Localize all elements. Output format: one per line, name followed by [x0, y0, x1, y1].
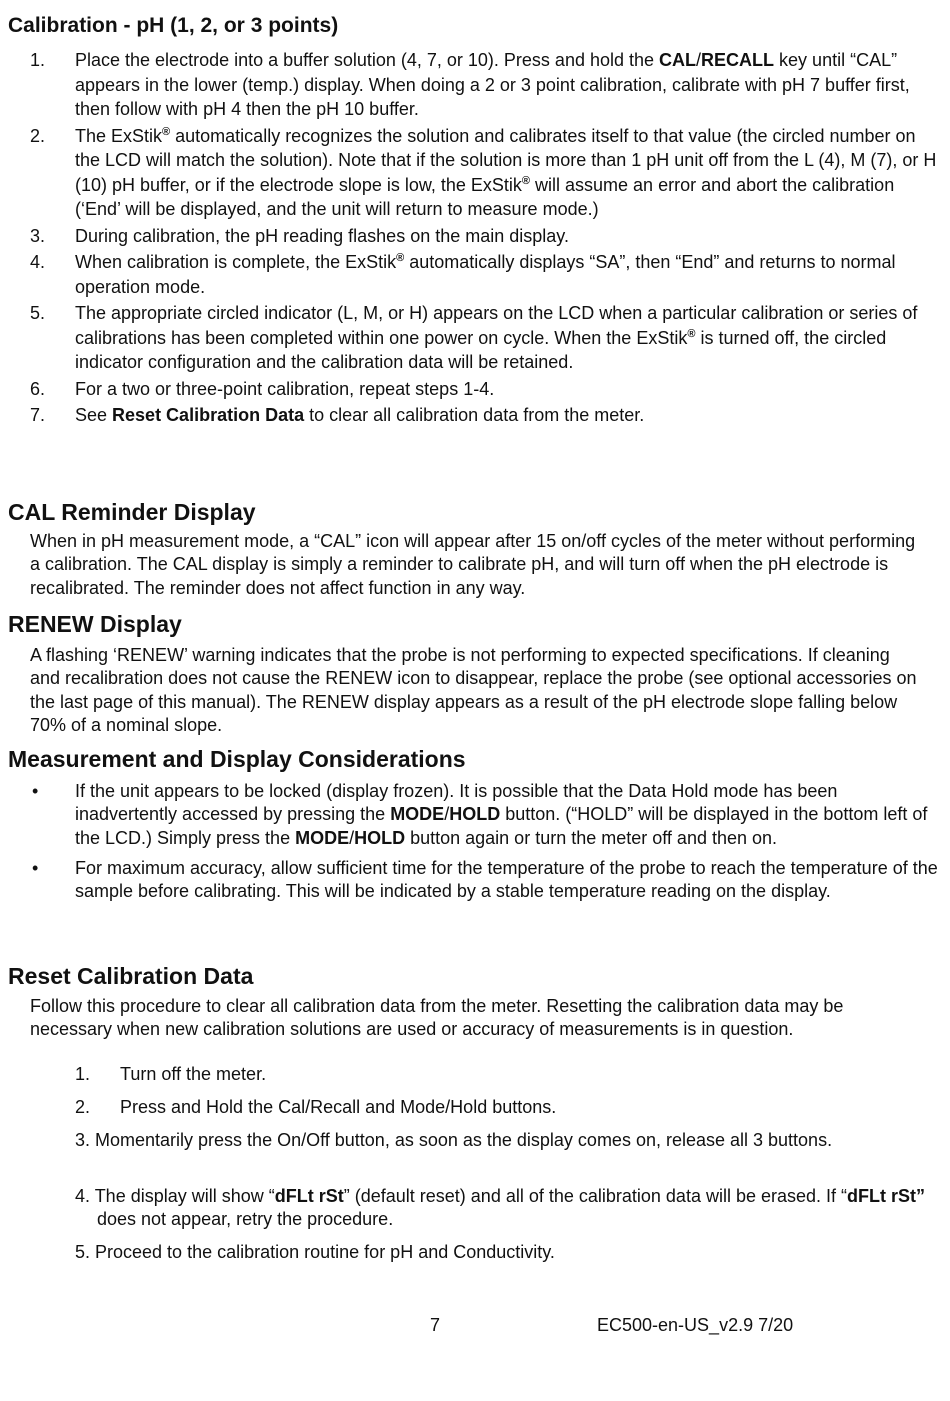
step-text: automatically recognizes the solution and calibrates itself to that value (the circled number on the LCD will match the solution). Note that if the solution is more than 1 pH unit off from the L (4), M (7), or H (10) pH buffer, or if the electrode slope is low, the ExStik	[75, 125, 937, 195]
calibration-steps-list	[0, 48, 940, 430]
bullet: •	[32, 781, 39, 801]
step-number: 1.	[75, 1064, 91, 1084]
step-number: 6.	[30, 378, 46, 399]
step-number: 2.	[30, 125, 46, 146]
step-text: 5. Proceed to the calibration routine for pH and Conductivity.	[75, 1242, 555, 1262]
registered-mark: ®	[521, 174, 531, 187]
reset-intro: Follow this procedure to clear all calibration data from the meter. Resetting the calibration data may be necessary when new calibration solutions are used or accuracy of measurements is in question.	[30, 996, 844, 1040]
registered-mark: ®	[162, 125, 171, 138]
step-text: key until “CAL” appears in the lower (temp.) display. When doing a 2 or 3 point calibration, calibrate with pH 7 buffer first, then follow with pH 4 then the pH 10 buffer.	[75, 50, 910, 119]
hold-key-label: HOLD	[449, 804, 501, 825]
step-number: 1.	[30, 50, 46, 70]
step-number: 2.	[75, 1097, 91, 1117]
slash: /	[349, 827, 355, 848]
list-item	[0, 780, 940, 850]
slash: /	[696, 50, 702, 70]
list-item	[0, 377, 940, 402]
step-text: to clear all calibration data from the meter.	[304, 405, 645, 425]
step-text: 4. The display will show “	[75, 1186, 275, 1206]
cal-reminder-text: When in pH measurement mode, a “CAL” icon will appear after 15 on/off cycles of the meter without performing a calibration. The CAL display is simply a reminder to calibrate pH, and will turn off when the pH electrode is recalibrated. The reminder does not affect function in any way.	[30, 531, 916, 598]
renew-heading: RENEW Display	[8, 611, 182, 637]
measurement-heading: Measurement and Display Considerations	[8, 746, 466, 772]
step-text: The ExStik	[75, 125, 163, 146]
slash: /	[444, 804, 450, 825]
list-item	[0, 48, 940, 122]
list-item	[75, 1185, 947, 1232]
bullet: •	[32, 857, 39, 878]
step-text: is turned off, the circled indicator configuration and the calibration data will be retained.	[75, 327, 887, 372]
step-text: Press and Hold the Cal/Recall and Mode/Hold buttons.	[120, 1097, 557, 1117]
bullet-text: button again or turn the meter off and then on.	[405, 827, 778, 848]
list-item	[0, 224, 940, 249]
step-text: automatically displays “SA”, then “End” and returns to normal operation mode.	[75, 252, 896, 297]
list-item	[75, 1129, 947, 1152]
step-text: For a two or three-point calibration, repeat steps 1-4.	[75, 378, 495, 399]
recall-key-label: RECALL	[701, 50, 775, 70]
step-number: 3.	[30, 225, 46, 246]
default-reset-code: dFLt rSt	[274, 1186, 344, 1206]
mode-key-label: MODE	[390, 804, 445, 825]
reset-calibration-reference: Reset Calibration Data	[112, 405, 305, 425]
step-number: 5.	[30, 303, 46, 323]
step-text: 3. Momentarily press the On/Off button, as soon as the display comes on, release all 3 buttons.	[75, 1130, 833, 1150]
cal-reminder-heading: CAL Reminder Display	[8, 499, 256, 525]
step-text: ” (default reset) and all of the calibration data will be erased. If “	[343, 1186, 848, 1206]
default-reset-code: dFLt rSt”	[847, 1186, 926, 1206]
list-item	[0, 250, 940, 299]
registered-mark: ®	[687, 327, 696, 340]
mode-key-label: MODE	[295, 827, 350, 848]
list-item	[75, 1096, 925, 1119]
step-text: Turn off the meter.	[120, 1064, 267, 1084]
reset-heading: Reset Calibration Data	[8, 963, 254, 989]
renew-text: A flashing ‘RENEW’ warning indicates that the probe is not performing to expected specifications. If cleaning and recalibration does not cause the RENEW icon to disappear, replace the probe (see optional accessories on the last page of this manual). The RENEW display appears as a result of the pH electrode slope falling below 70% of a nominal slope.	[30, 645, 917, 735]
registered-mark: ®	[396, 252, 405, 264]
step-text: During calibration, the pH reading flashes on the main display.	[75, 225, 569, 246]
step-text: The appropriate circled indicator (L, M, or H) appears on the LCD when a particular calibration or series of calibrations has been completed within one power on cycle. When the ExStik	[75, 303, 918, 348]
step-number: 7.	[30, 405, 46, 425]
step-text: Place the electrode into a buffer solution (4, 7, or 10). Press and hold the	[75, 50, 660, 70]
step-text: will assume an error and abort the calibration (‘End’ will be displayed, and the unit will return to measure mode.)	[75, 174, 895, 219]
step-text: See	[75, 405, 113, 425]
list-item	[0, 124, 940, 222]
cal-key-label: CAL	[659, 50, 697, 70]
step-text: does not appear, retry the procedure.	[97, 1209, 394, 1230]
list-item	[0, 857, 940, 904]
list-item	[0, 301, 940, 375]
step-number: 4.	[30, 252, 46, 272]
calibration-heading: Calibration - pH (1, 2, or 3 points)	[8, 14, 339, 37]
page-number: 7	[430, 1315, 441, 1335]
bullet-text: button. (“HOLD” will be displayed in the bottom left of the LCD.) Simply press the	[75, 804, 928, 848]
list-item	[0, 403, 940, 428]
bullet-text: If the unit appears to be locked (display frozen). It is possible that the Data Hold mode has been inadvertently accessed by pressing the	[75, 781, 838, 825]
list-item	[75, 1063, 925, 1086]
list-item	[75, 1241, 947, 1264]
measurement-bullets-list	[0, 780, 940, 910]
document-id: EC500-en-US_v2.9 7/20	[597, 1315, 794, 1335]
step-text: When calibration is complete, the ExStik	[75, 252, 397, 272]
bullet-text: For maximum accuracy, allow sufficient time for the temperature of the probe to reach the temperature of the sample before calibrating. This will be indicated by a stable temperature reading on the display.	[75, 857, 938, 902]
hold-key-label: HOLD	[354, 827, 406, 848]
